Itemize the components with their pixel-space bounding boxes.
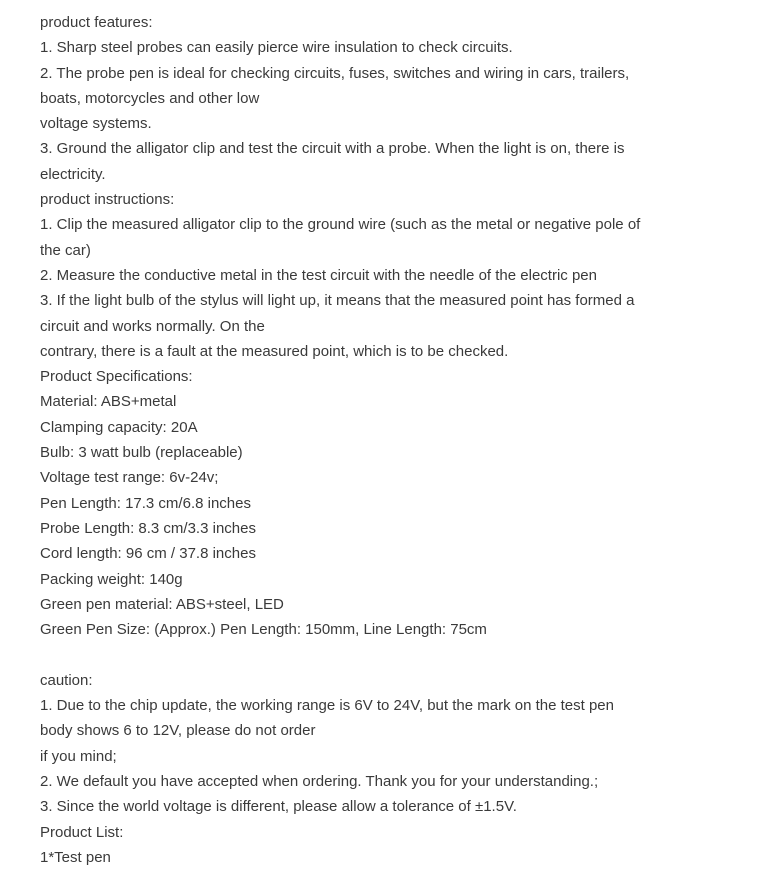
blank-line [40,642,730,667]
instruction-item-3-line-2: circuit and works normally. On the [40,317,265,335]
instruction-item-3-line-1: 3. If the light bulb of the stylus will light up, it means that the measured point has formed a [40,292,635,310]
spec-cord-length: Cord length: 96 cm / 37.8 inches [40,545,256,563]
feature-item-3-line-2: electricity. [40,165,106,183]
spec-probe-length: Probe Length: 8.3 cm/3.3 inches [40,519,256,537]
feature-item-3-line-1: 3. Ground the alligator clip and test the circuit with a probe. When the light is on, there is [40,140,625,158]
feature-item-1: 1. Sharp steel probes can easily pierce wire insulation to check circuits. [40,39,513,57]
product-list-item-1: 1*Test pen [40,848,111,866]
feature-item-2-line-2: boats, motorcycles and other low [40,89,260,107]
instruction-item-1-line-1: 1. Clip the measured alligator clip to the ground wire (such as the metal or negative pole of [40,216,641,234]
spec-material: Material: ABS+metal [40,393,177,411]
section-heading-product-specifications: Product Specifications: [40,368,193,386]
spec-green-pen-material: Green pen material: ABS+steel, LED [40,595,284,613]
caution-item-1-line-2: body shows 6 to 12V, please do not order [40,722,316,740]
caution-item-3: 3. Since the world voltage is different, please allow a tolerance of ±1.5V. [40,798,517,816]
spec-voltage-test-range: Voltage test range: 6v-24v; [40,469,219,487]
spec-bulb: Bulb: 3 watt bulb (replaceable) [40,444,243,462]
section-heading-product-features: product features: [40,14,153,31]
product-description-document [40,10,730,870]
section-heading-product-list: Product List: [40,823,124,841]
caution-item-2: 2. We default you have accepted when ordering. Thank you for your understanding.; [40,772,599,790]
instruction-item-2: 2. Measure the conductive metal in the test circuit with the needle of the electric pen [40,266,597,284]
instruction-item-1-line-2: the car) [40,241,91,259]
feature-item-2-line-3: voltage systems. [40,115,152,133]
caution-item-1-line-1: 1. Due to the chip update, the working range is 6V to 24V, but the mark on the test pen [40,697,614,715]
section-heading-product-instructions: product instructions: [40,191,175,209]
spec-green-pen-size: Green Pen Size: (Approx.) Pen Length: 150mm, Line Length: 75cm [40,621,487,639]
caution-item-1-line-3: if you mind; [40,747,117,765]
spec-pen-length: Pen Length: 17.3 cm/6.8 inches [40,494,251,512]
spec-clamping-capacity: Clamping capacity: 20A [40,418,198,436]
instruction-item-3-line-3: contrary, there is a fault at the measured point, which is to be checked. [40,342,509,360]
section-heading-caution: caution: [40,671,93,689]
feature-item-2-line-1: 2. The probe pen is ideal for checking circuits, fuses, switches and wiring in cars, trailers, [40,64,630,82]
spec-packing-weight: Packing weight: 140g [40,570,183,588]
